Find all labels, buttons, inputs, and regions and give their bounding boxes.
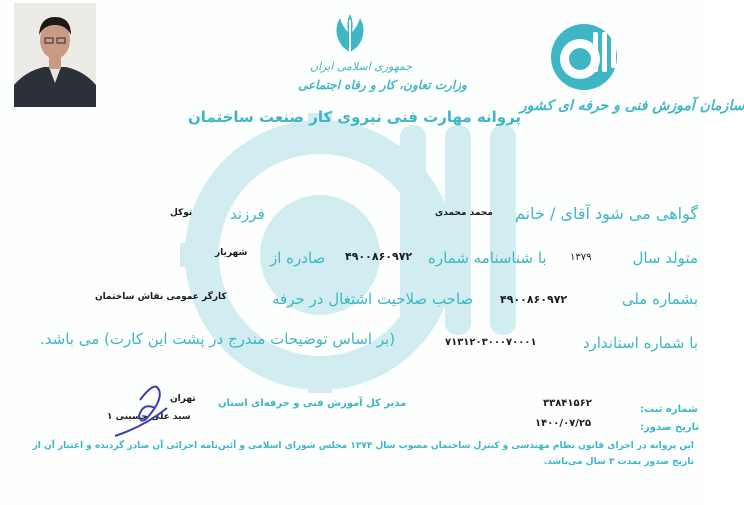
id-number-label: با شناسنامه شماره (428, 249, 547, 267)
tvto-logo-icon (545, 18, 623, 96)
birth-year-label: متولد سال (632, 249, 698, 267)
signature-icon (95, 378, 175, 440)
signer-name: سید علی حسینی ۱ (107, 412, 191, 422)
issued-from: شهریار (215, 248, 248, 258)
holder-name: محمد محمدی (435, 208, 493, 218)
province: تهران (170, 394, 196, 404)
reg-number: ۳۳۸۴۱۵۶۲ (543, 398, 592, 409)
iran-emblem-icon (330, 12, 370, 56)
competency-label: صاحب صلاحیت اشتغال در حرفه (272, 290, 474, 308)
profession: کارگر عمومی نقاش ساختمان (95, 292, 227, 302)
father-name: توکل (170, 208, 193, 218)
birth-year: ۱۳۷۹ (570, 252, 592, 263)
certificate-title: پروانه مهارت فنی نیروی کار صنعت ساختمان (188, 108, 522, 126)
legal-line-1: این پروانه در اجرای قانون نظام مهندسی و کنترل ساختمان مصوب سال ۱۳۷۴ مجلس شورای اسلامی و آئین‌نامه اجرائی آن صادر گردیده و اعتبار آن از (32, 441, 694, 451)
standard-label: با شماره استاندارد (582, 334, 698, 352)
director-title: مدیر کل آموزش فنی و حرفه‌ای استان (218, 398, 407, 409)
child-of-label: فرزند (230, 205, 265, 223)
issue-date-label: تاریخ صدور: (640, 422, 700, 433)
watermark-logo-icon (150, 95, 590, 395)
ministry-name: وزارت تعاون، کار و رفاه اجتماعی (298, 78, 467, 92)
notes-text: (بر اساس توضیحات مندرج در پشت این کارت) می باشد. (40, 330, 396, 348)
reg-label: شماره ثبت: (640, 404, 698, 415)
organization-name: سازمان آموزش فنی و حرفه ای کشور (520, 98, 744, 114)
national-id-label: بشماره ملی (621, 290, 698, 308)
republic-name: جمهوری اسلامی ایران (310, 60, 413, 73)
issue-date: ۱۴۰۰/۰۷/۲۵ (535, 418, 592, 429)
national-id: ۴۹۰۰۸۶۰۹۷۲ (500, 293, 568, 306)
certify-label: گواهی می شود آقای / خانم (515, 204, 698, 223)
issued-from-label: صادره از (270, 249, 326, 267)
id-number: ۴۹۰۰۸۶۰۹۷۲ (345, 250, 413, 263)
holder-photo (14, 3, 96, 107)
standard-number: ۷۱۳۱۲۰۳۰۰۰۷۰۰۰۱ (445, 337, 537, 348)
legal-line-2: تاریخ صدور بمدت ۳ سال می‌باشد. (543, 457, 694, 467)
